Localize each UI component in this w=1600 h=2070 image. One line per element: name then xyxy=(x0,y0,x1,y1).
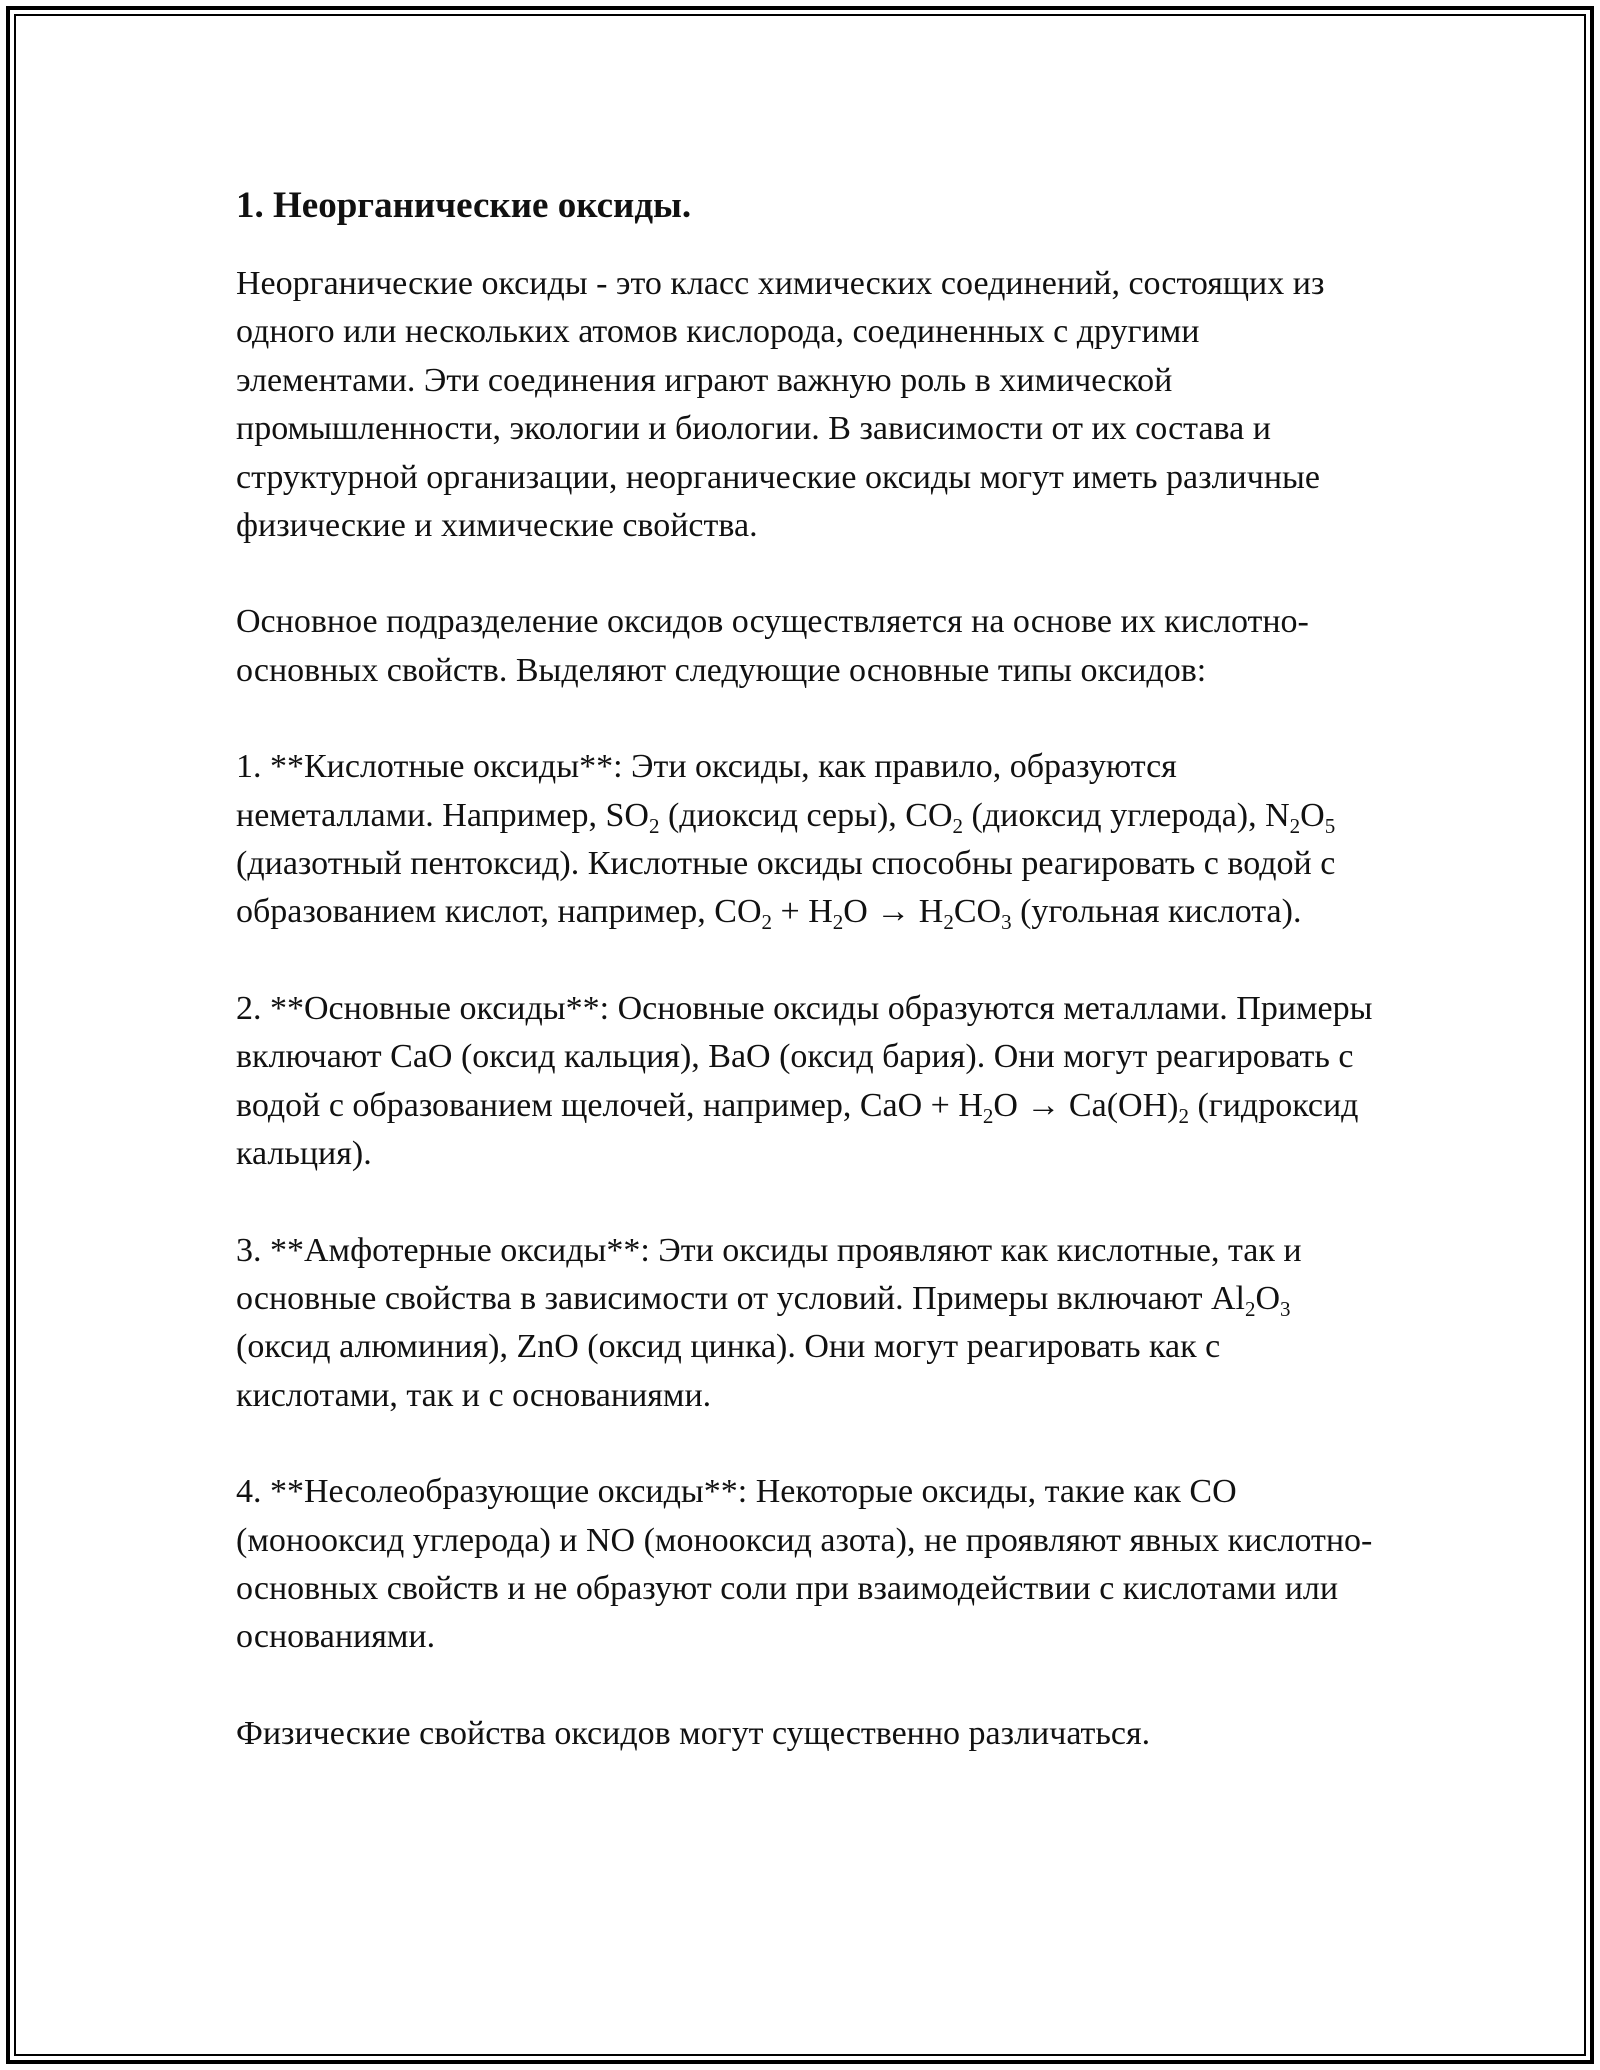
text-run: 4. **Несолеобразующие оксиды**: Некоторые оксиды, такие как CO (монооксид углерода) и NO (монооксид азота), не проявляют явных кислотно-основных свойств и не образуют соли при взаимодействии с кислотами или основаниями. xyxy=(236,1473,1373,1656)
subscript: 2 xyxy=(761,910,773,935)
subscript: 2 xyxy=(943,910,954,935)
intro-paragraph: Неорганические оксиды - это класс химических соединений, состоящих из одного или нескольких атомов кислорода, соединенных с другими элементами. Эти соединения играют важную роль в химической промышленности, экологии и биологии. В зависимости от их состава и структурной организации, неорганические оксиды могут иметь различные физические и химические свойства. xyxy=(236,265,1325,545)
text-run: (гидроксид кальция). xyxy=(236,1086,1359,1173)
text-run: (диоксид углерода), N xyxy=(963,796,1290,834)
oxide-type-acidic xyxy=(236,743,1376,937)
subscript: 2 xyxy=(1178,1103,1189,1128)
subscript: 3 xyxy=(1280,1296,1291,1321)
subscript: 2 xyxy=(952,813,964,838)
subscript: 2 xyxy=(832,910,844,935)
closing-paragraph: Физические свойства оксидов могут существенно различаться. xyxy=(236,1714,1151,1752)
document-title: 1. Неорганические оксиды. xyxy=(236,185,692,226)
text-run: O → H xyxy=(843,893,944,931)
text-run: O xyxy=(1255,1279,1281,1317)
subscript: 5 xyxy=(1324,813,1336,838)
subscript: 2 xyxy=(648,813,660,838)
text-run: 2. **Основные оксиды**: Основные оксиды образуются металлами. Примеры включают CaO (оксид кальция), BaO (оксид бария). Они могут реагировать с водой с образованием щелочей, например, CaO + H xyxy=(236,989,1373,1124)
subscript: 2 xyxy=(982,1103,994,1128)
oxide-type-amphoteric xyxy=(236,1227,1376,1421)
text-run: O xyxy=(1300,796,1325,834)
text-run: (диоксид серы), CO xyxy=(659,796,953,834)
text-run: + H xyxy=(772,893,833,931)
oxide-type-non-salt-forming xyxy=(236,1468,1376,1662)
subscript: 2 xyxy=(1244,1296,1256,1321)
text-run: 3. **Амфотерные оксиды**: Эти оксиды проявляют как кислотные, так и основные свойства в зависимости от условий. Примеры включают Al xyxy=(236,1231,1302,1317)
document-body xyxy=(236,182,1376,1806)
text-run: 1. **Кислотные оксиды**: Эти оксиды, как правило, образуются неметаллами. Например, SO xyxy=(236,748,1177,834)
classification-paragraph: Основное подразделение оксидов осуществляется на основе их кислотно-основных свойств. Выделяют следующие основные типы оксидов: xyxy=(236,603,1309,689)
subscript: 3 xyxy=(1001,910,1012,935)
text-run: (диазотный пентоксид). Кислотные оксиды способны реагировать с водой с образованием кислот, например, CO xyxy=(236,845,1336,931)
text-run: CO xyxy=(953,893,1002,931)
text-run: (угольная кислота). xyxy=(1011,893,1302,931)
text-run: O → Ca(OH) xyxy=(993,1086,1179,1124)
oxide-type-basic xyxy=(236,985,1376,1179)
subscript: 2 xyxy=(1289,813,1301,838)
text-run: (оксид алюминия), ZnO (оксид цинка). Они могут реагировать как с кислотами, так и с основаниями. xyxy=(236,1328,1221,1414)
